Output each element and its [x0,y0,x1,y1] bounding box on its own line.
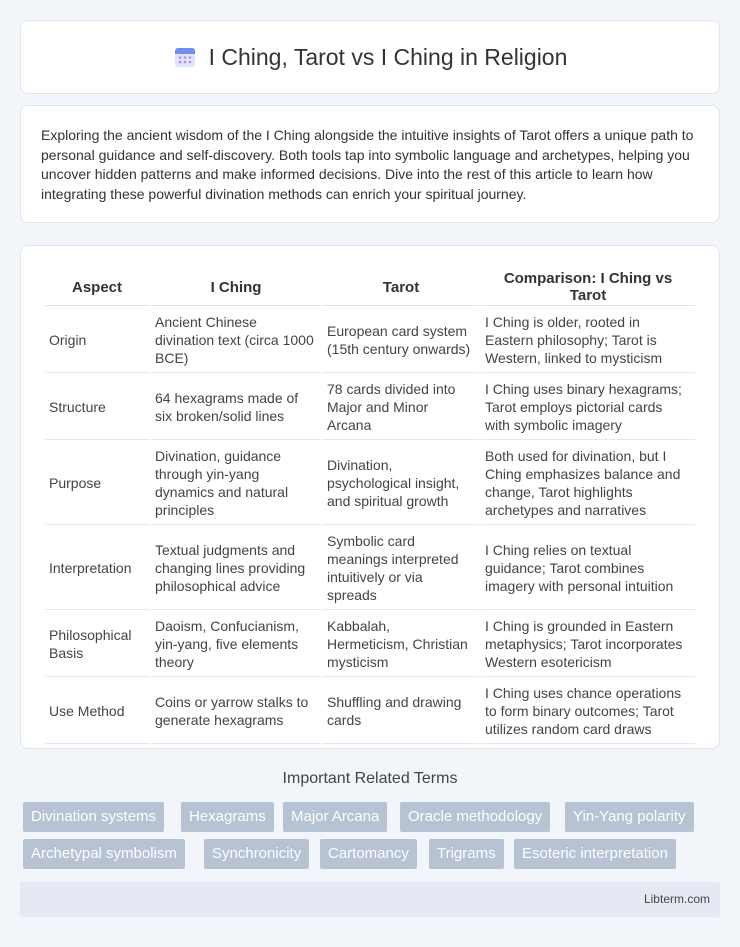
table-cell: Textual judgments and changing lines providing philosophical advice [151,527,321,610]
table-row [45,679,695,744]
table-cell: Interpretation [45,527,149,610]
table-cell: I Ching uses chance operations to form binary outcomes; Tarot utilizes random card draws [481,679,695,744]
table-cell: 78 cards divided into Major and Minor Arcana [323,375,479,440]
tag[interactable]: Hexagrams [181,802,274,832]
table-cell: Shuffling and drawing cards [323,679,479,744]
page-title: I Ching, Tarot vs I Ching in Religion [208,43,568,70]
calendar-icon [173,45,197,69]
table-header-row [45,266,695,306]
comparison-table-card [20,245,720,749]
tag[interactable]: Synchronicity [204,839,309,869]
tag[interactable]: Trigrams [429,839,504,869]
table-row [45,308,695,373]
table-cell: Purpose [45,442,149,525]
tag[interactable]: Esoteric interpretation [514,839,676,869]
footer [20,882,720,917]
table-cell: 64 hexagrams made of six broken/solid lines [151,375,321,440]
tag[interactable]: Major Arcana [283,802,387,832]
table-cell: Structure [45,375,149,440]
tag[interactable]: Divination systems [23,802,164,832]
intro-text: Exploring the ancient wisdom of the I Ching alongside the intuitive insights of Tarot offers a unique path to personal guidance and self-discovery. Both tools tap into symbolic language and archetypes, helping you uncover hidden patterns and make informed decisions. Dive into the rest of this article to learn how integrating these powerful divination methods can enrich your spiritual journey. [41,127,694,202]
table-cell: I Ching relies on textual guidance; Tarot combines imagery with personal intuition [481,527,695,610]
column-header: Aspect [45,266,149,306]
table-cell: European card system (15th century onwards) [323,308,479,373]
table-cell: Coins or yarrow stalks to generate hexagrams [151,679,321,744]
table-row [45,375,695,440]
comparison-table [43,264,697,746]
table-cell: Origin [45,308,149,373]
tag[interactable]: Archetypal symbolism [23,839,185,869]
table-cell: Ancient Chinese divination text (circa 1000 BCE) [151,308,321,373]
tag[interactable]: Yin-Yang polarity [565,802,694,832]
footer-site[interactable]: Libterm.com [643,892,710,906]
column-header: I Ching [151,266,321,306]
tag[interactable]: Oracle methodology [400,802,550,832]
table-cell: I Ching uses binary hexagrams; Tarot employs pictorial cards with symbolic imagery [481,375,695,440]
table-cell: Daoism, Confucianism, yin-yang, five elements theory [151,612,321,677]
tag[interactable]: Cartomancy [320,839,417,869]
related-terms-title: Important Related Terms [282,770,458,787]
table-cell: I Ching is grounded in Eastern metaphysics; Tarot incorporates Western esotericism [481,612,695,677]
table-cell: Philosophical Basis [45,612,149,677]
table-row [45,527,695,610]
column-header: Tarot [323,266,479,306]
table-cell: I Ching is older, rooted in Eastern philosophy; Tarot is Western, linked to mysticism [481,308,695,373]
column-header: Comparison: I Ching vs Tarot [481,266,695,306]
table-row [45,442,695,525]
table-row [45,612,695,677]
table-cell: Use Method [45,679,149,744]
header [20,20,720,94]
intro-section [20,105,720,223]
table-cell: Divination, guidance through yin-yang dynamics and natural principles [151,442,321,525]
table-cell: Kabbalah, Hermeticism, Christian mysticism [323,612,479,677]
table-cell: Both used for divination, but I Ching emphasizes balance and change, Tarot highlights archetypes and narratives [481,442,695,525]
table-cell: Divination, psychological insight, and spiritual growth [323,442,479,525]
table-cell: Symbolic card meanings interpreted intuitively or via spreads [323,527,479,610]
